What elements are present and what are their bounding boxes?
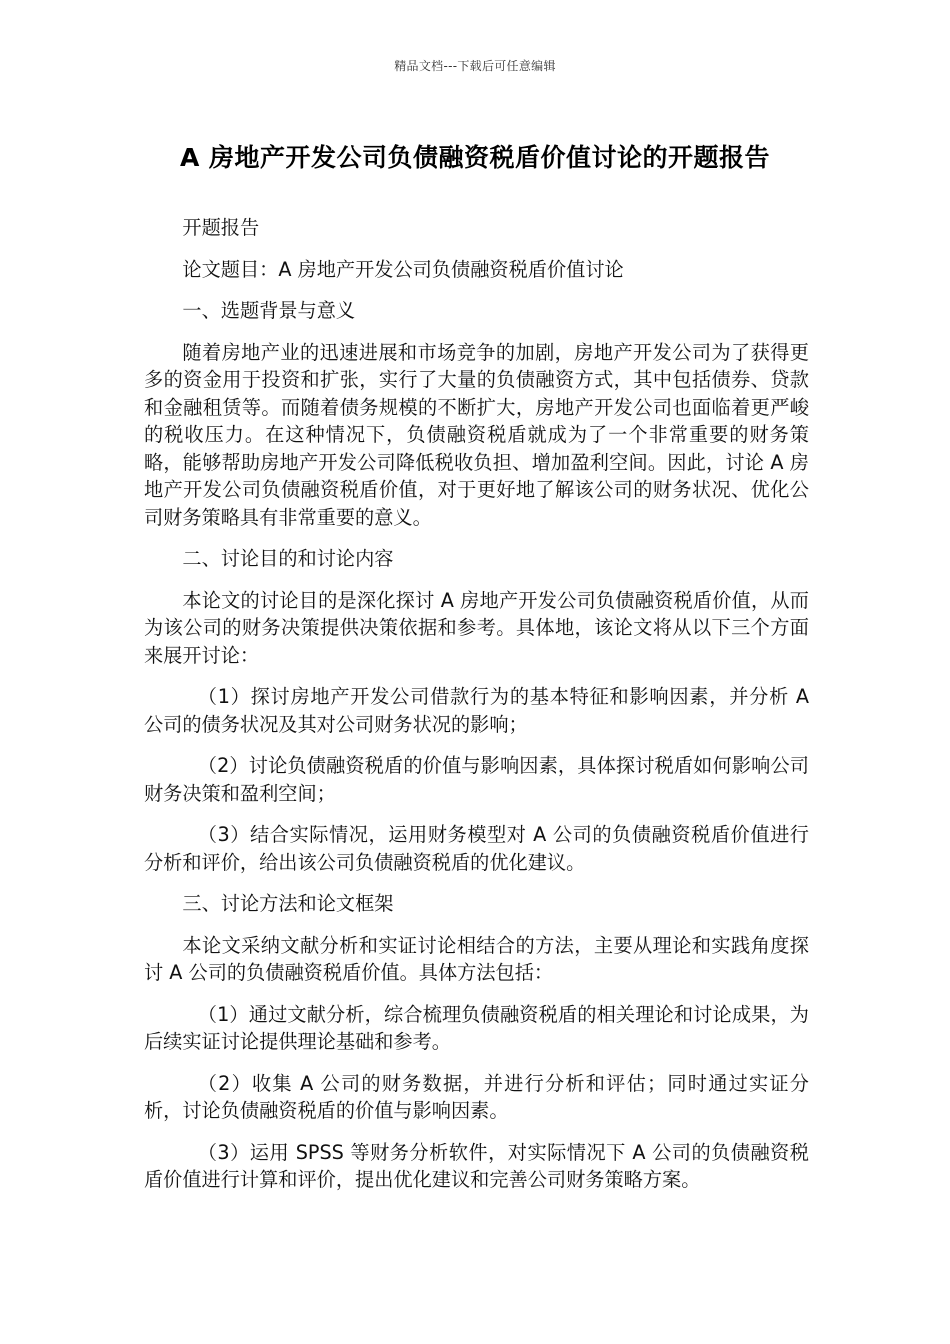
background-paragraph: 随着房地产业的迅速进展和市场竞争的加剧，房地产开发公司为了获得更多的资金用于投资和扩张，实行了大量的负债融资方式，其中包括债券、贷款和金融租赁等。而随着债务规模的不断扩大，房地产开发公司也面临着更严峻的税收压力。在这种情况下，负债融资税盾就成为了一个非常重要的财务策略，能够帮助房地产开发公司降低税收负担、增加盈利空间。因此，讨论 A 房地产开发公司负债融资税盾价值，对于更好地了解该公司的财务状况、优化公司财务策略具有非常重要的意义。 [144,340,809,529]
content-item-2: （2）讨论负债融资税盾的价值与影响因素，具体探讨税盾如何影响公司财务决策和盈利空间； [144,754,809,805]
section-heading-1: 一、选题背景与意义 [182,299,356,322]
content-item-3: （3）结合实际情况，运用财务模型对 A 公司的负债融资税盾价值进行分析和评价，给出该公司负债融资税盾的优化建议。 [144,823,809,874]
section-heading-2: 二、讨论目的和讨论内容 [182,547,394,570]
method-paragraph: 本论文采纳文献分析和实证讨论相结合的方法，主要从理论和实践角度探讨 A 公司的负债融资税盾价值。具体方法包括： [144,933,809,984]
method-item-3: （3）运用 SPSS 等财务分析软件，对实际情况下 A 公司的负债融资税盾价值进行计算和评价，提出优化建议和完善公司财务策略方案。 [144,1140,809,1191]
document-title: A 房地产开发公司负债融资税盾价值讨论的开题报告 [179,143,771,172]
page-header: 精品文档---下载后可任意编辑 [394,59,556,73]
content-item-1: （1）探讨房地产开发公司借款行为的基本特征和影响因素，并分析 A 公司的债务状况及其对公司财务状况的影响； [144,685,809,736]
method-item-2: （2）收集 A 公司的财务数据，并进行分析和评估；同时通过实证分析，讨论负债融资税盾的价值与影响因素。 [144,1071,809,1122]
method-item-1: （1）通过文献分析，综合梳理负债融资税盾的相关理论和讨论成果，为后续实证讨论提供理论基础和参考。 [144,1002,809,1053]
section-heading-3: 三、讨论方法和论文框架 [182,892,394,915]
purpose-paragraph: 本论文的讨论目的是深化探讨 A 房地产开发公司负债融资税盾价值，从而为该公司的财务决策提供决策依据和参考。具体地，该论文将从以下三个方面来展开讨论： [144,588,809,667]
thesis-title-line: 论文题目：A 房地产开发公司负债融资税盾价值讨论 [182,257,624,281]
section-label: 开题报告 [182,216,260,239]
document-body [144,214,809,1208]
